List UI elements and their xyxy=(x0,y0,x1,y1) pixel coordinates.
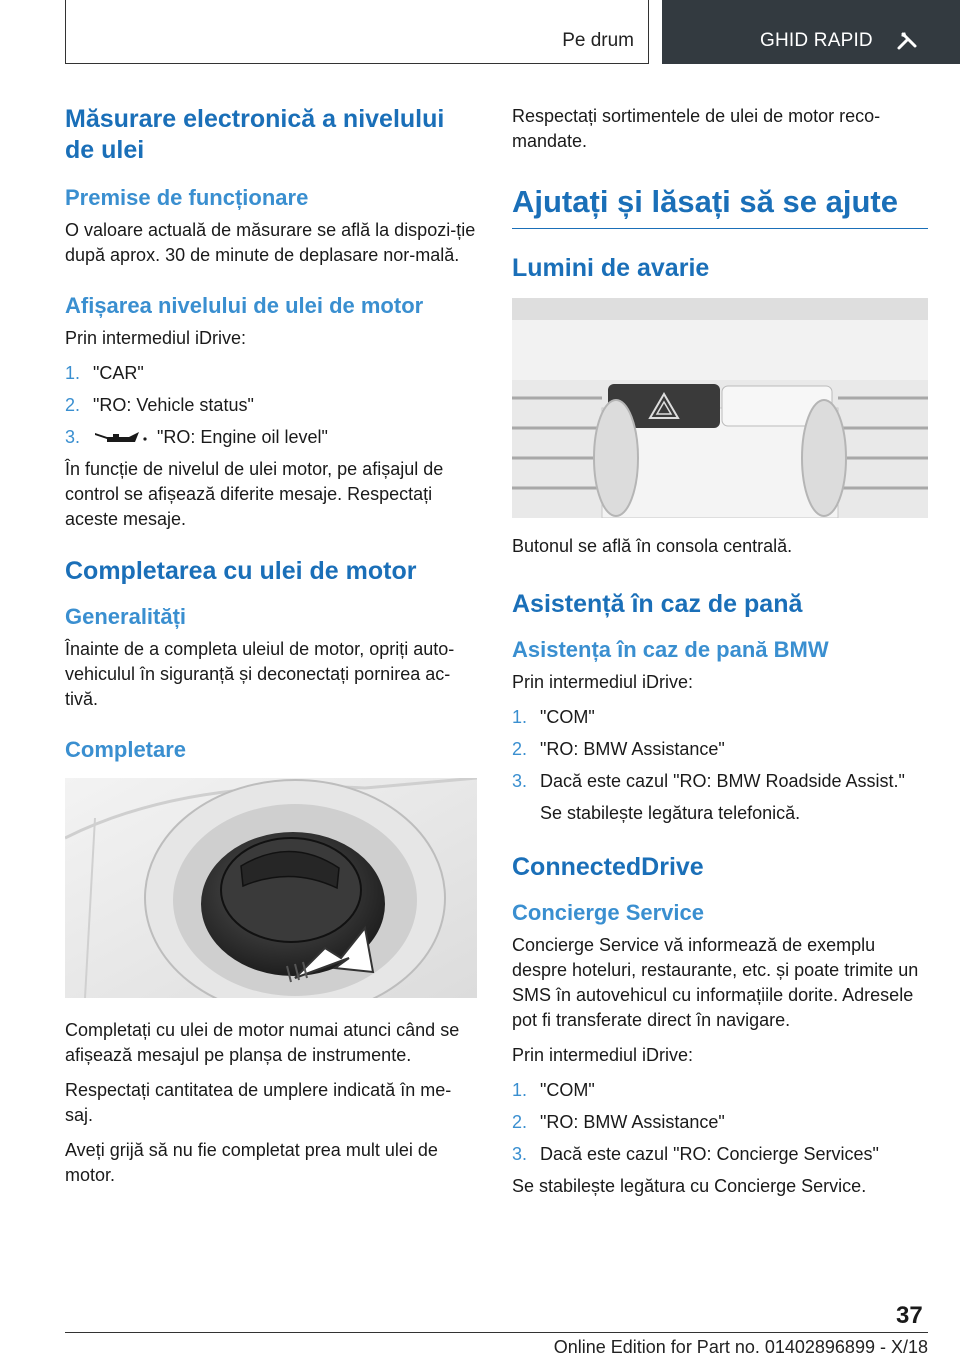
breakdown-heading: Asistență în caz de pană xyxy=(512,590,803,618)
page-number: 37 xyxy=(896,1302,923,1329)
header-tab-label: GHID RAPID xyxy=(760,30,873,51)
right-column xyxy=(512,104,928,1209)
help-title: Ajutați și lăsați să se ajute xyxy=(512,182,928,229)
oil-measure-title: Măsurare electronică a nivelului de ulei xyxy=(65,105,445,164)
display-intro: Prin intermediul iDrive: xyxy=(65,328,247,348)
header-section-box xyxy=(65,0,649,64)
footer-divider xyxy=(65,1332,928,1333)
complete-heading: Completare xyxy=(65,737,187,762)
oil-cap-image xyxy=(65,778,477,998)
footer-edition: Online Edition for Part no. 01402896899 - X/18 xyxy=(553,1337,928,1357)
hazard-heading: Lumini de avarie xyxy=(512,254,710,282)
concierge-steps xyxy=(512,1078,928,1167)
left-column xyxy=(65,104,477,1198)
refill-title: Completarea cu ulei de motor xyxy=(65,557,417,585)
list-item: 2. "RO: Vehicle status" xyxy=(65,395,254,415)
complete-text-2: Respectați cantitatea de umplere indicată în me-saj. xyxy=(65,1080,452,1125)
hazard-button-image xyxy=(512,298,928,518)
oil-grade-note: Respectați sortimentele de ulei de motor reco-mandate. xyxy=(512,106,881,151)
concierge-note: Se stabilește legătura cu Concierge Service. xyxy=(512,1176,867,1196)
general-heading: Generalități xyxy=(65,604,187,629)
flash-icon xyxy=(895,30,919,52)
list-item: 2. "RO: BMW Assistance" xyxy=(512,1112,725,1132)
oil-can-icon xyxy=(93,429,149,445)
complete-text-3: Aveți grijă să nu fie completat prea mult ulei de motor. xyxy=(65,1140,438,1185)
general-text: Înainte de a completa uleiul de motor, opriți auto-vehiculul în siguranță și deconectați pornirea ac-tivă. xyxy=(65,639,455,709)
concierge-heading: Concierge Service xyxy=(512,900,704,925)
list-item: 1. "COM" xyxy=(512,1080,595,1100)
bmw-note: Se stabilește legătura telefonică. xyxy=(540,803,801,823)
display-steps xyxy=(65,361,477,450)
bmw-steps xyxy=(512,705,928,794)
list-item: 1. "COM" xyxy=(512,707,595,727)
list-item: 3. Dacă este cazul "RO: Concierge Services" xyxy=(512,1144,879,1164)
complete-text-1: Completați cu ulei de motor numai atunci când se afișează mesajul pe planșa de instrumente. xyxy=(65,1020,460,1065)
premise-heading: Premise de funcționare xyxy=(65,185,309,210)
header-section-label: Pe drum xyxy=(562,30,634,51)
bmw-intro: Prin intermediul iDrive: xyxy=(512,672,694,692)
connected-heading: ConnectedDrive xyxy=(512,853,704,881)
display-note: În funcție de nivelul de ulei motor, pe afișajul de control se afișează diferite mesaje. Respectați aceste mesaje. xyxy=(65,459,444,529)
bmw-heading: Asistența în caz de pană BMW xyxy=(512,637,829,662)
list-item: 1. "CAR" xyxy=(65,363,144,383)
hazard-caption: Butonul se află în consola centrală. xyxy=(512,536,793,556)
list-item: 2. "RO: BMW Assistance" xyxy=(512,739,725,759)
list-item: 3. "RO: Engine oil level" xyxy=(65,427,328,447)
display-heading: Afișarea nivelului de ulei de motor xyxy=(65,293,424,318)
concierge-intro: Prin intermediul iDrive: xyxy=(512,1045,694,1065)
list-item: 3. Dacă este cazul "RO: BMW Roadside Assist." xyxy=(512,771,905,791)
header-tab xyxy=(662,0,960,64)
premise-text: O valoare actuală de măsurare se află la dispozi-ție după aprox. 30 de minute de deplasare nor-mală. xyxy=(65,220,476,265)
concierge-text: Concierge Service vă informează de exemplu despre hoteluri, restaurante, etc. și poate trimite un SMS în autovehicul cu informațiile dorite. Adresele pot fi transferate direct în navigare. xyxy=(512,935,919,1030)
